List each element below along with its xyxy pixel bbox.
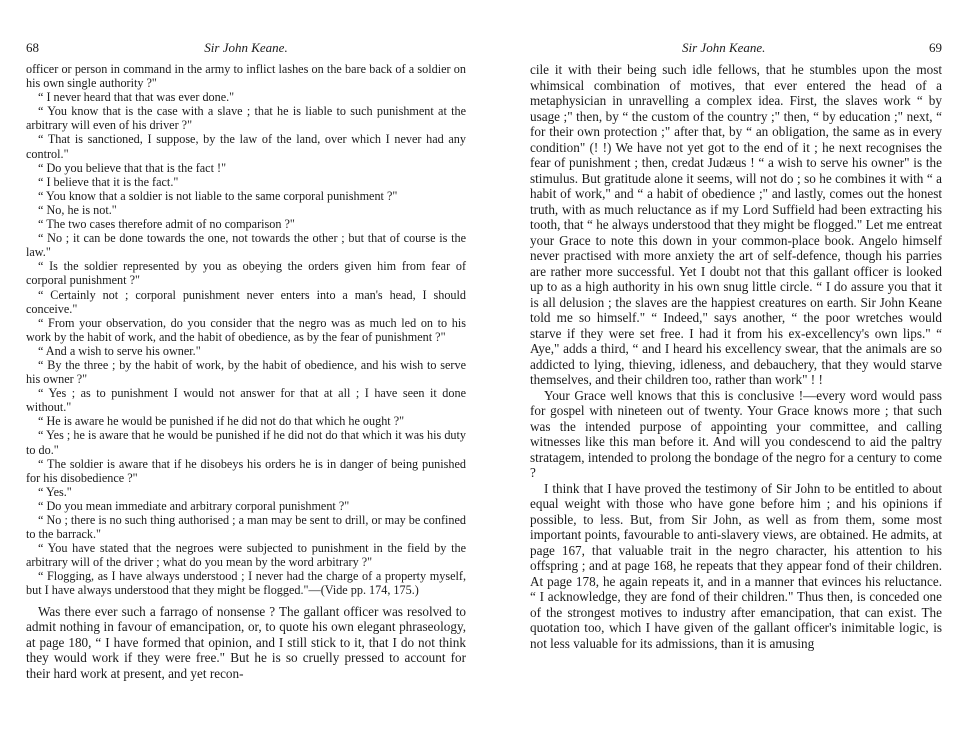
paragraph: “ Is the soldier represented by you as obeying the orders given him from fear of corporal punishment ?" [26, 259, 466, 288]
paragraph: “ Yes ; as to punishment I would not answer for that at all ; I have seen it done without." [26, 386, 466, 415]
right-page-text [530, 62, 942, 651]
paragraph: “ The soldier is aware that if he disobeys his orders he is in danger of being punished for his disobedience ?" [26, 456, 466, 485]
paragraph: “ I never heard that that was ever done." [38, 90, 235, 105]
paragraph: “ Yes." [38, 484, 72, 499]
page-number: 69 [929, 40, 942, 55]
paragraph: “ Certainly not ; corporal punishment never enters into a man's head, I should conceive." [26, 287, 466, 316]
paragraph: “ The two cases therefore admit of no comparison ?" [38, 217, 295, 232]
paragraph: Was there ever such a farrago of nonsense ? The gallant officer was resolved to admit nothing in favour of emancipation, or, to quote his own elegant phraseology, at page 180, “ I have formed that opinion, and I still stick to it, that I do not think they would work if they were free." But he is so cruelly pressed to account for their hard work at present, and yet recon- [26, 603, 466, 681]
left-page [26, 0, 466, 756]
paragraph: “ You know that is the case with a slave ; that he is liable to such punishment at the arbitrary will even of his driver ?" [26, 104, 466, 133]
right-page [530, 0, 942, 756]
page-number: 68 [26, 40, 39, 55]
paragraph: “ No, he is not." [38, 202, 117, 217]
paragraph: “ And a wish to serve his owner." [38, 343, 201, 358]
paragraph: “ Do you believe that that is the fact !" [38, 160, 227, 175]
paragraph: “ Flogging, as I have always understood ; I never had the charge of a property myself, but I have always understood that they might be flogged."—(Vide pp. 174, 175.) [26, 569, 466, 598]
paragraph: “ You have stated that the negroes were subjected to punishment in the field by the arbitrary will of the driver ; what do you mean by the word arbitrary ?" [26, 541, 466, 570]
paragraph: officer or person in command in the army to inflict lashes on the bare back of a soldier on his own single authority ?" [26, 62, 466, 91]
paragraph: “ No ; there is no such thing authorised ; a man may be sent to drill, or may be confined to the barrack." [26, 513, 466, 542]
paragraph: Your Grace well knows that this is conclusive !—every word would pass for gospel with nineteen out of twenty. Your Grace knows more ; that such was the intended purpose of appointing your committee, and calling witnesses like this man before it. And will you condescend to aid the paltry stratagem, intended to prolong the bondage of the negro for a century to come ? [530, 387, 942, 480]
paragraph: “ Yes ; he is aware that he would be punished if he did not do that which it was his duty to do." [26, 428, 466, 457]
paragraph: “ That is sanctioned, I suppose, by the law of the land, over which I never had any control." [26, 132, 466, 161]
paragraph: “ No ; it can be done towards the one, not towards the other ; but that of course is the law." [26, 231, 466, 260]
paragraph: “ I believe that it is the fact." [38, 174, 179, 189]
paragraph: “ From your observation, do you consider that the negro was as much led on to his work by the habit of work, and the habit of obedience, as by the fear of punishment ?" [26, 315, 466, 344]
running-title: Sir John Keane. [204, 40, 288, 55]
running-head-left [26, 40, 466, 60]
running-title: Sir John Keane. [682, 40, 766, 55]
paragraph: cile it with their being such idle fellows, that he stumbles upon the most whimsical combination of motives, that ever entered the head of a metaphysician in unravelling a complex idea. First, the slaves work “ by usage ;" then, by “ the custom of the country ;" then, “ by education ;" next, “ for their own protection ;" after that, by “ an obligation, the same as in every condition" (! !) We have not yet got to the end of it ; he next recognises the fear of punishment ; then, credat Judæus ! “ a wish to serve his owner" is the stimulus. But gratitude alone it seems, will not do ; so he combines it with “ a habit of work," and “ a habit of obedience ;" and lastly, comes out the honest truth, with as much reluctance as if my Lord Suffield had been extracting his tooth, that “ he always understood that they might be flogged." Let me entreat your Grace to note this down in your common-place book. Angelo himself never practised with more anxiety the art of self-defence, though his parries are rather more successful. Yet I doubt not that this gallant officer is looked up to as a high authority in his own snug little circle. “ I do assure you that it is all delusion ; the slaves are the happiest creatures on earth. Sir John Keane told me so himself." “ Indeed," says another, “ the poor wretches would starve if they were set free. I had it from his ex-excellency's own lips." “ Aye," adds a third, “ and I heard his excellency swear, that the animals are so addicted to lying, thieving, idleness, and debauchery, that they would starve themselves, and their children too, rather than work" ! ! [530, 62, 942, 387]
left-page-text [26, 62, 466, 682]
paragraph: “ Do you mean immediate and arbitrary corporal punishment ?" [38, 498, 350, 513]
paragraph: “ You know that a soldier is not liable to the same corporal punishment ?" [38, 188, 398, 203]
paragraph: “ He is aware he would be punished if he did not do that which he ought ?" [38, 414, 405, 429]
paragraph: “ By the three ; by the habit of work, by the habit of obedience, and his wish to serve his owner ?" [26, 357, 466, 387]
paragraph: I think that I have proved the testimony of Sir John to be entitled to about equal weight with those who have gone before him ; and his opinions if possible, to less. But, from Sir John, as well as from them, some most important points, favourable to anti-slavery views, are obtained. He admits, at page 167, that valuable trait in the negro character, his attention to his offspring ; and at page 168, he repeats that they appear fond of their children. At page 178, he again repeats it, and in a manner that evinces his reluctance. “ I acknowledge, they are fond of their children." Thus then, is conceded one of the strongest motives to industry after emancipation, that can exist. The quotation too, which I have given of the gallant officer's inimitable logic, is not less valuable for its admissions, than it is amusing [530, 480, 942, 651]
running-head-right [530, 40, 942, 60]
